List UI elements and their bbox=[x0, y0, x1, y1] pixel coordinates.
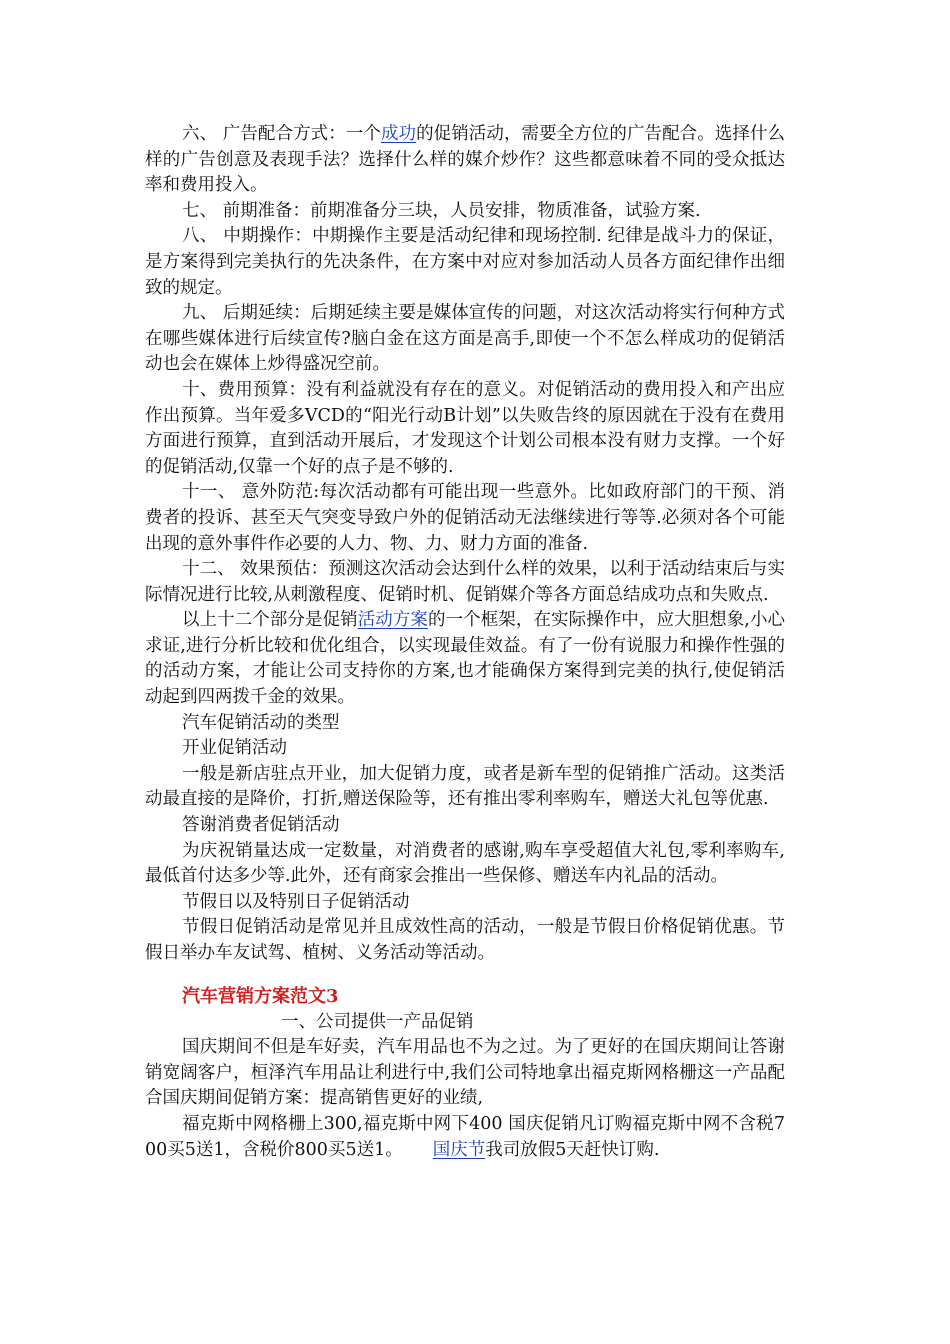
paragraph-follow-up: 九、 后期延续：后期延续主要是媒体宣传的问题，对这次活动将实行何种方式在哪些媒体进行后续宣传?脑白金在这方面是高手,即使一个不怎么样成功的促销活动也会在媒体上炒得盛况空前。 bbox=[145, 303, 785, 375]
paragraph-budget: 十、费用预算：没有利益就没有存在的意义。对促销活动的费用投入和产出应作出预算。当年爱多VCD的“阳光行动B计划”以失败告终的原因就在于没有在费用方面进行预算，直到活动开展后，才发现这个计划公司根本没有财力支撑。一个好的促销活动,仅靠一个好的点子是不够的. bbox=[145, 379, 785, 477]
paragraph-holiday: 节假日促销活动是常见并且成效性高的活动，一般是节假日价格促销优惠。节假日举办车友试驾、植树、义务活动等活动。 bbox=[145, 917, 785, 963]
section-heading-example-3: 汽车营销方案范文3 bbox=[182, 985, 339, 1007]
paragraph-mid-operation: 八、 中期操作：中期操作主要是活动纪律和现场控制. 纪律是战斗力的保证，是方案得到完美执行的先决条件，在方案中对应对参加活动人员各方面纪律作出细致的规定。 bbox=[145, 226, 785, 298]
section-title-opening: 开业促销活动 bbox=[182, 738, 287, 759]
subheading-product-promo: 一、公司提供一产品促销 bbox=[281, 1011, 474, 1032]
link-success[interactable]: 成功 bbox=[380, 124, 417, 144]
section-title-types: 汽车促销活动的类型 bbox=[182, 712, 340, 733]
section-title-thanks: 答谢消费者促销活动 bbox=[182, 815, 340, 836]
paragraph-text: 福克斯中网格栅上300,福克斯中网下400 国庆促销凡订购福克斯中网不含税700买5送1，含税价800买5送1。 bbox=[145, 1113, 785, 1160]
paragraph-national-day: 国庆期间不但是车好卖，汽车用品也不为之过。为了更好的在国庆期间让答谢销宽阔客户，桓泽汽车用品让利进行中,我们公司特地拿出福克斯网格栅这一产品配合国庆期间促销方案：提高销售更好的业绩, bbox=[145, 1037, 785, 1109]
paragraph-ad-coordination bbox=[145, 122, 785, 199]
paragraph-text: 以上十二个部分是促销 bbox=[182, 610, 358, 631]
paragraph-text: 的促销活动，需要全方位的广告配合。选择什么样的广告创意及表现手法？选择什么样的媒介炒作？这些都意味着不同的受众抵达率和费用投入。 bbox=[145, 124, 786, 196]
paragraph-contingency: 十一、 意外防范:每次活动都有可能出现一些意外。比如政府部门的干预、消费者的投诉、甚至天气突变导致户外的促销活动无法继续进行等等.必须对各个可能出现的意外事件作必要的人力、物、力、财力方面的准备. bbox=[145, 482, 785, 554]
section-title-holiday: 节假日以及特别日子促销活动 bbox=[182, 891, 410, 912]
paragraph-text: 六、 广告配合方式：一个 bbox=[182, 124, 381, 144]
paragraph-summary bbox=[145, 608, 785, 710]
paragraph-opening: 一般是新店驻点开业，加大促销力度，或者是新车型的促销推广活动。这类活动最直接的是降价，打折,赠送保险等，还有推出零利率购车，赠送大礼包等优惠. bbox=[145, 763, 785, 810]
paragraph-text: 的一个框架，在实际操作中，应大胆想象,小心求证,进行分析比较和优化组合，以实现最佳效益。有了一份有说服力和操作性强的的活动方案，才能让公司支持你的方案,也才能确保方案得到完美的执行,使促销活动起到四两拨千金的效果。 bbox=[145, 610, 786, 708]
link-national-day[interactable]: 国庆节 bbox=[432, 1139, 486, 1160]
document-page bbox=[145, 122, 785, 1163]
link-activity-plan[interactable]: 活动方案 bbox=[357, 610, 429, 631]
paragraph-thanks: 为庆祝销量达成一定数量，对消费者的感谢,购车享受超值大礼包,零利率购车,最低首付达多少等.此外，还有商家会推出一些保修、赠送车内礼品的活动。 bbox=[145, 840, 785, 887]
paragraph-effect-estimate: 十二、 效果预估：预测这次活动会达到什么样的效果，以利于活动结束后与实际情况进行比较,从刺激程度、促销时机、促销媒介等各方面总结成功点和失败点. bbox=[145, 559, 785, 605]
paragraph-text: 我司放假5天赶快订购. bbox=[485, 1139, 660, 1160]
paragraph-pricing bbox=[145, 1112, 785, 1163]
paragraph-preparation: 七、 前期准备：前期准备分三块，人员安排，物质准备，试验方案. bbox=[182, 200, 701, 221]
